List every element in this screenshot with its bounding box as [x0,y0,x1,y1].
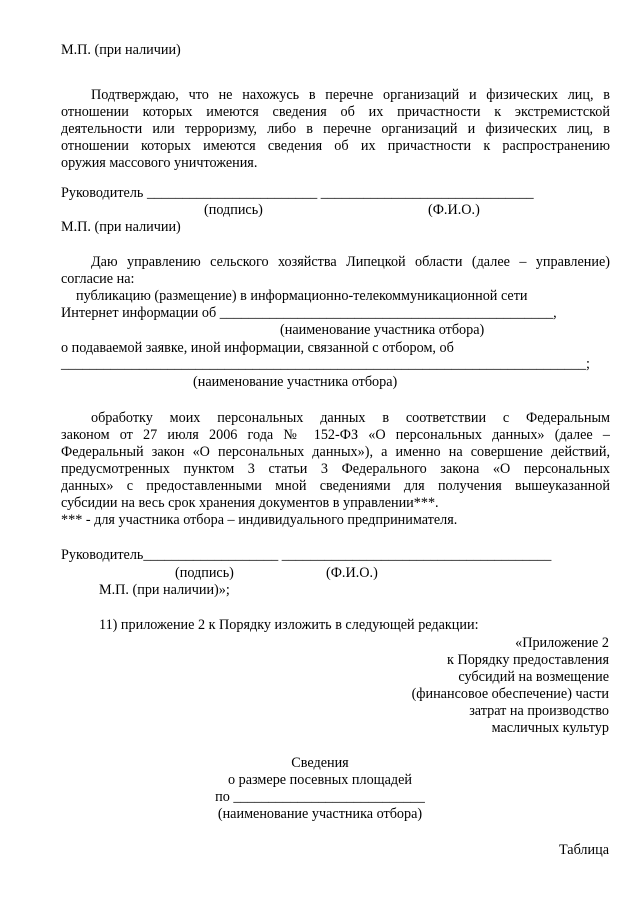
appendix-header-line: затрат на производство [469,703,609,719]
appendix-header-line: (финансовое обеспечение) части [411,686,609,702]
appendix-header-line: масличных культур [491,720,609,736]
stamp-note: М.П. (при наличии) [61,42,181,58]
amendment-text: 11) приложение 2 к Порядку изложить в следующей редакции: [99,617,479,633]
director-signature-line: Руководитель ________________________ ______________________________ [61,185,534,201]
confirm-paragraph-line-4: отношении которых имеются сведения об их причастности к распространению [61,138,610,154]
info-by-line: по ___________________________ [215,789,425,805]
fio-caption: (Ф.И.О.) [428,202,480,218]
signature-caption: (подпись) [204,202,263,218]
participant-name-caption: (наименование участника отбора) [280,322,485,338]
application-consent: о подаваемой заявке, иной информации, связанной с отбором, об [61,340,454,356]
confirm-paragraph-line-3: деятельности или терроризму, либо в перечне организаций и физических лиц, в [61,121,610,137]
appendix-header-line: к Порядку предоставления [447,652,609,668]
consent-intro-continued: согласие на: [61,271,135,287]
table-label: Таблица [558,842,609,858]
stamp-note: М.П. (при наличии)»; [99,582,230,598]
processing-paragraph-line-5: данных» с предоставленными мной сведениями для получения вышеуказанной [61,478,610,494]
director-signature-line: Руководитель___________________ ______________________________________ [61,547,552,563]
publication-consent-continued: Интернет информации об _______________________________________________, [61,305,557,321]
consent-intro: Даю управлению сельского хозяйства Липецкой области (далее – управление) [91,254,610,270]
processing-paragraph-line-1: обработку моих персональных данных в соответствии с Федеральным [91,410,610,426]
footnote: *** - для участника отбора – индивидуального предпринимателя. [61,512,458,528]
info-title: Сведения [291,755,349,771]
participant-name-caption: (наименование участника отбора) [217,806,423,822]
stamp-note: М.П. (при наличии) [61,219,181,235]
confirm-paragraph-line-2: отношении которых имеются сведения об их причастности к экстремистской [61,104,610,120]
processing-paragraph-line-2: законом от 27 июля 2006 года № 152-ФЗ «О персональных данных» (далее – [61,427,610,443]
processing-paragraph-line-3: Федеральный закон «О персональных данных»), а именно на совершение действий, [61,444,610,460]
confirm-paragraph-line-1: Подтверждаю, что не нахожусь в перечне организаций и физических лиц, в [91,87,610,103]
fio-caption: (Ф.И.О.) [326,565,378,581]
processing-paragraph-line-4: предусмотренных пунктом 3 статьи 3 Федерального закона «О персональных [61,461,610,477]
publication-consent: публикацию (размещение) в информационно-телекоммуникационной сети [76,288,528,304]
appendix-header-line: субсидий на возмещение [458,669,609,685]
signature-caption: (подпись) [175,565,234,581]
participant-name-caption: (наименование участника отбора) [193,374,398,390]
confirm-paragraph-line-5: оружия массового уничтожения. [61,155,258,171]
info-subtitle: о размере посевных площадей [227,772,412,788]
application-consent-blank: __________________________________________________________________________; [61,356,590,372]
processing-paragraph-line-6: субсидии на весь срок хранения документов в управлении***. [61,495,439,511]
appendix-header-line: «Приложение 2 [515,635,609,651]
